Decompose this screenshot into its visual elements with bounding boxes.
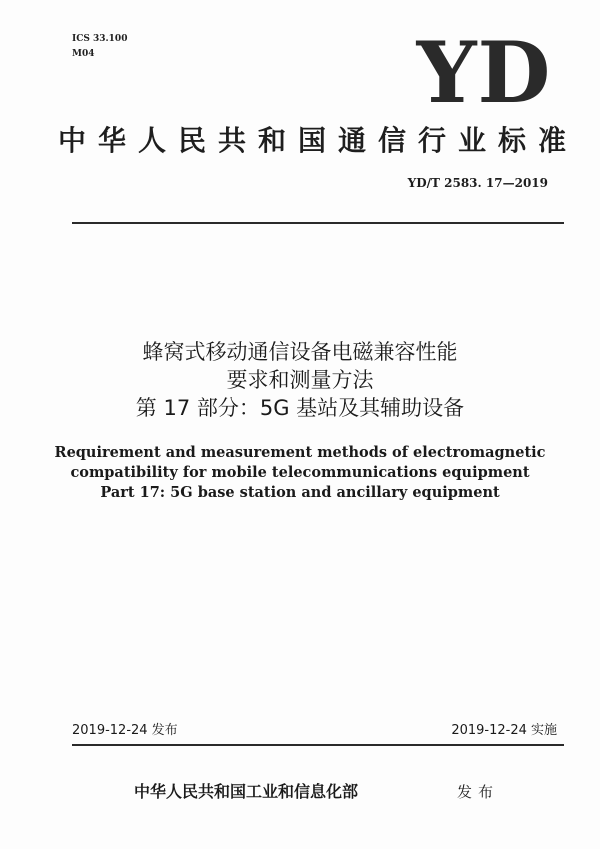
ics-code: ICS 33.100 [72,34,128,44]
ccs-code: M04 [72,49,95,59]
chinese-title-line-1: 蜂窝式移动通信设备电磁兼容性能 [142,340,458,364]
issue-date: 2019-12-24 发布 [72,723,178,738]
implementation-date: 2019-12-24 实施 [451,723,557,738]
chinese-title-line-2: 要求和测量方法 [226,368,374,392]
english-title-line-3: Part 17: 5G base station and ancillary equipment [100,484,500,501]
english-title-line-2: compatibility for mobile telecommunications equipment [70,464,530,481]
english-title-line-1: Requirement and measurement methods of electromagnetic [54,444,546,461]
standard-category-title: 中华人民共和国通信行业标准 [58,124,579,157]
publisher-name: 中华人民共和国工业和信息化部 [134,782,359,801]
top-divider [72,222,564,224]
chinese-title-line-3: 第 17 部分：5G 基站及其辅助设备 [135,396,465,420]
bottom-divider [72,744,564,746]
yd-logo: YD [416,23,552,122]
publish-label: 发布 [457,783,500,801]
standard-number: YD/T 2583. 17—2019 [407,176,548,190]
